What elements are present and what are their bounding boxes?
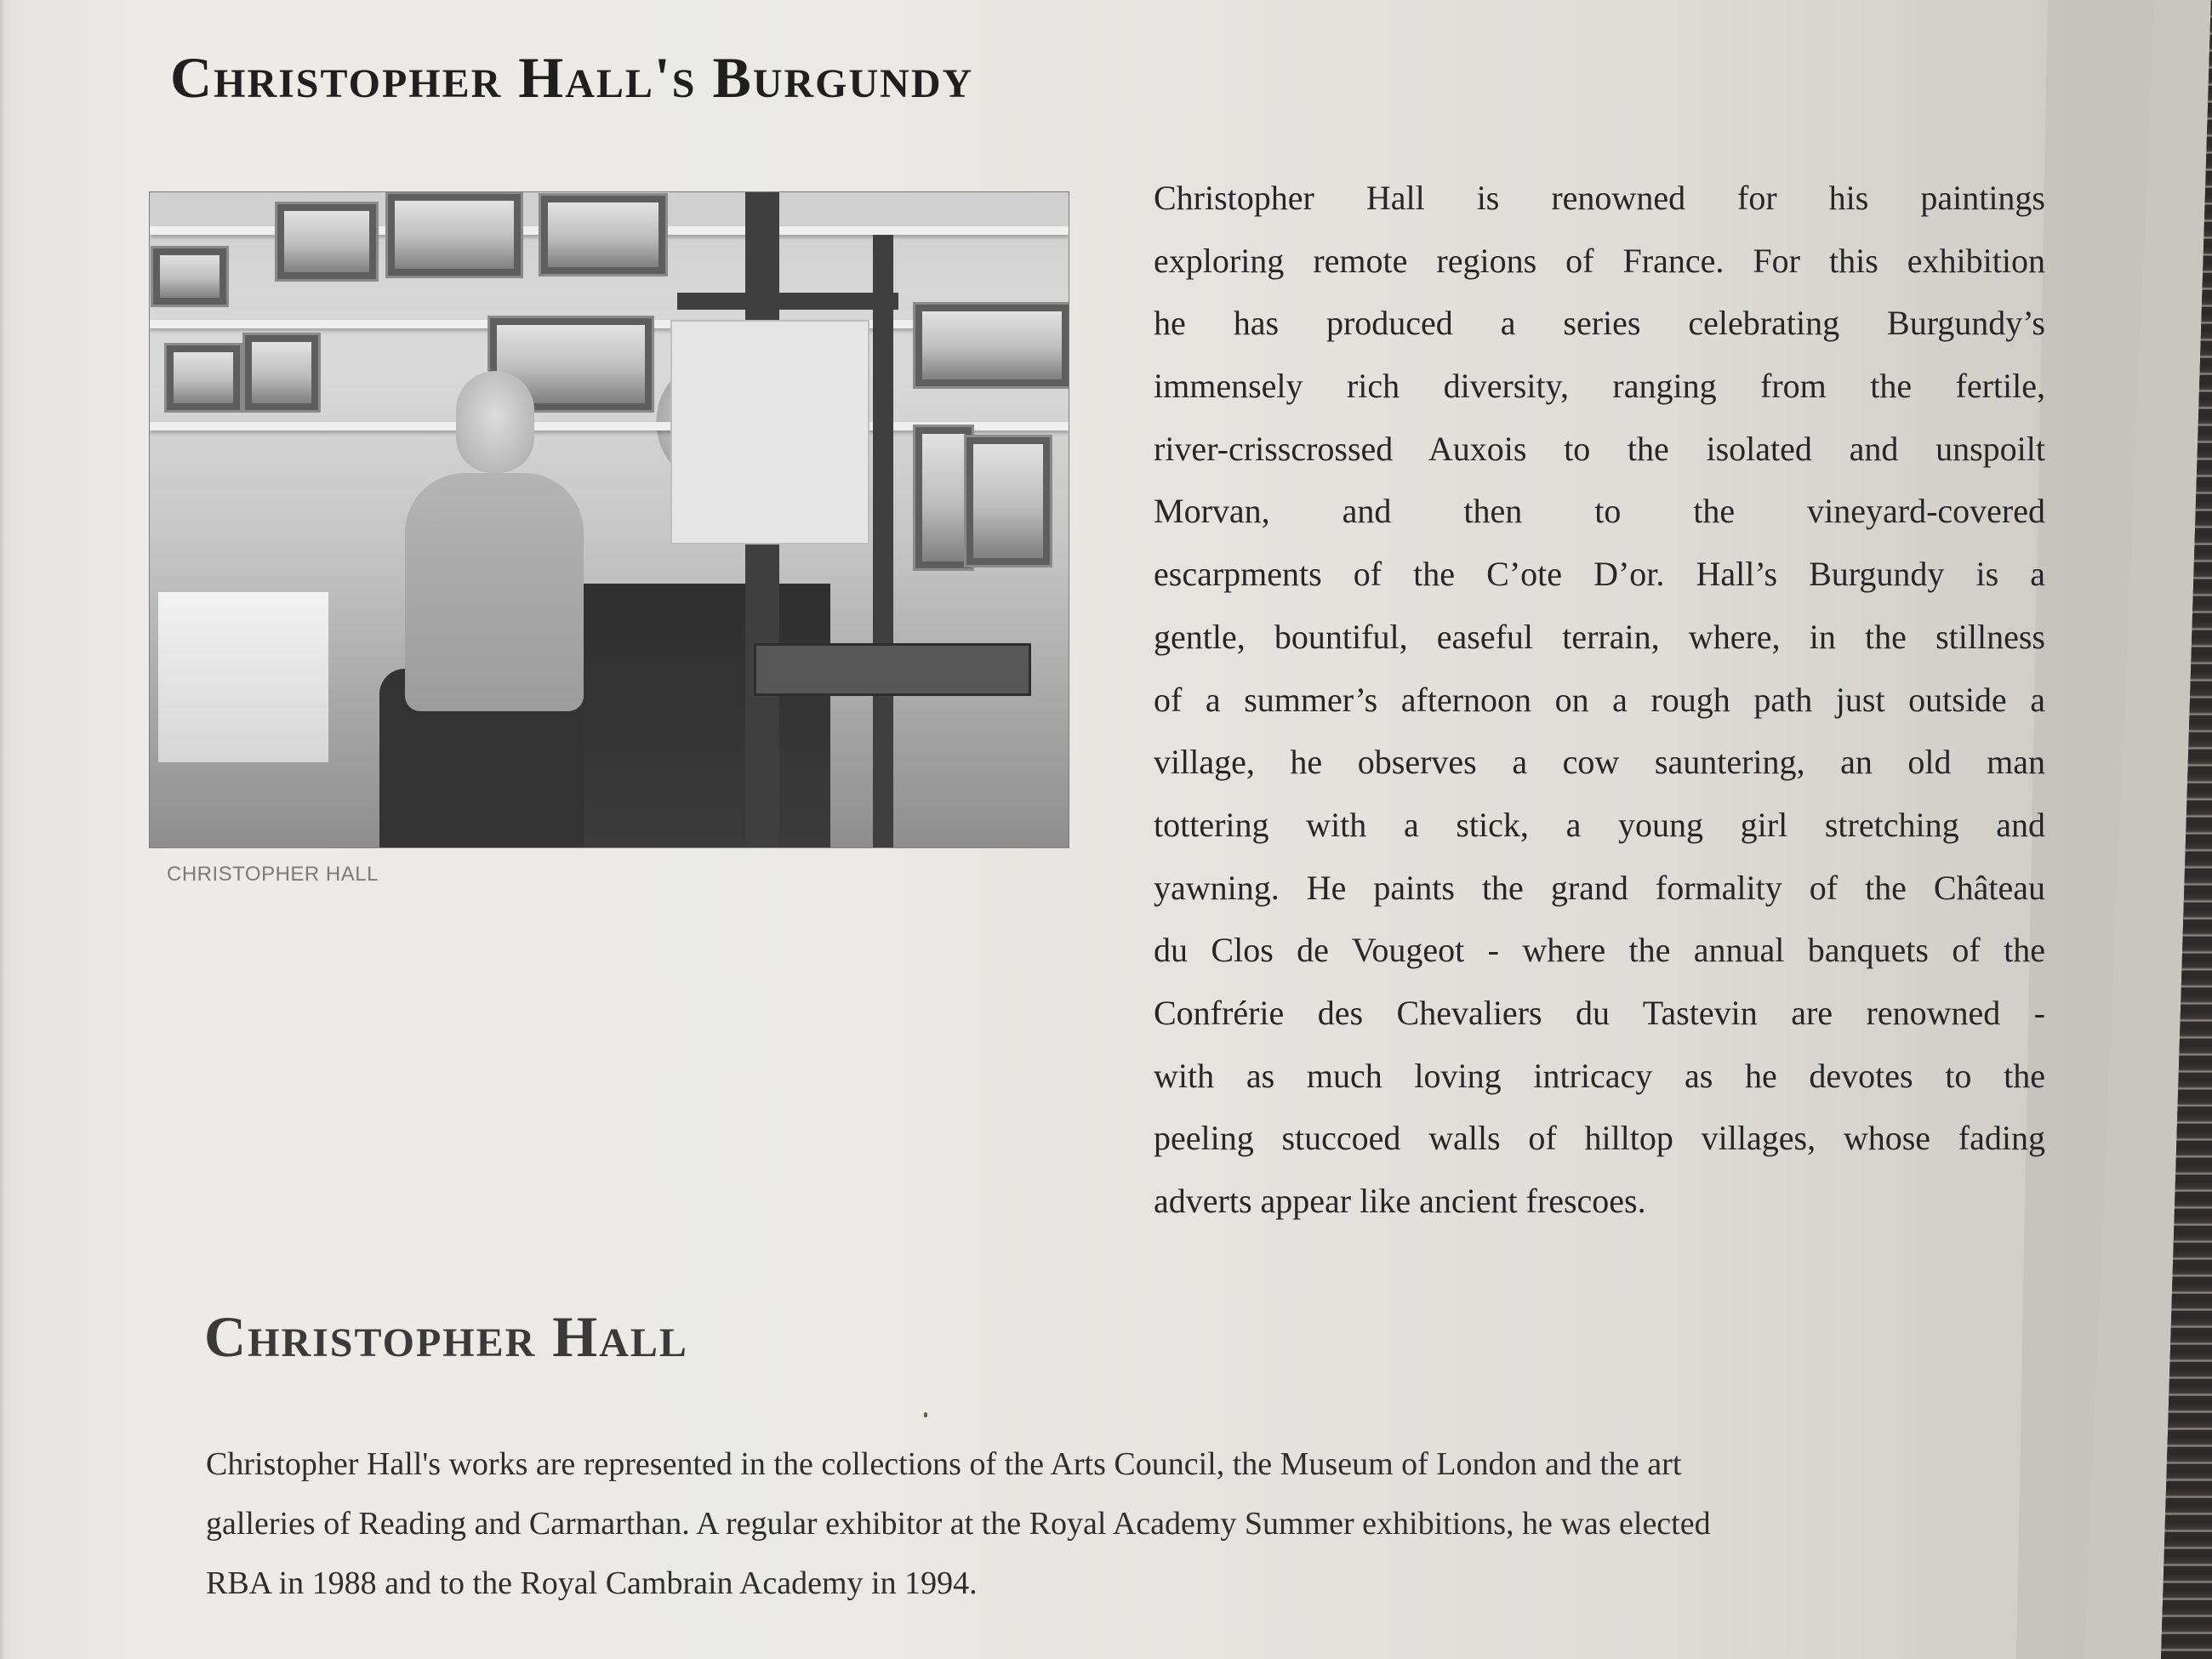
artist-photo	[150, 192, 1069, 847]
article-line: Christopher Hall is renowned for his paintings	[1154, 179, 2045, 217]
photo-easel-leg	[873, 235, 893, 847]
article-line: of a summer’s afternoon on a rough path just outside a	[1154, 680, 2045, 719]
article-line: escarpments of the C’ote D’or. Hall’s Burgundy is a	[1154, 555, 2045, 594]
article-line: exploring remote regions of France. For this exhibition	[1154, 241, 2045, 280]
photo-painting-frame	[388, 194, 521, 276]
bio-line: galleries of Reading and Carmarthan. A regular exhibitor at the Royal Academy Summer exhibitions, he was elected	[206, 1506, 1711, 1542]
photo-painting-frame	[245, 335, 318, 410]
photo-painting-frame	[966, 437, 1050, 565]
article-line: immensely rich diversity, ranging from the fertile,	[1154, 367, 2045, 406]
photo-painting-frame	[541, 196, 665, 274]
photo-painting-frame	[153, 248, 226, 305]
photo-paint-box	[754, 643, 1031, 696]
bio-line: Christopher Hall's works are represented in the collections of the Arts Council, the Museum of London and the art	[206, 1446, 1682, 1482]
photo-painting-frame	[277, 204, 376, 279]
photo-easel-crossbar	[677, 293, 898, 310]
photo-painting-frame	[915, 305, 1069, 386]
article-line: river-crisscrossed Auxois to the isolated and unspoilt	[1154, 429, 2045, 468]
article-line: tottering with a stick, a young girl stretching and	[1154, 805, 2045, 844]
article-line: peeling stuccoed walls of hilltop villages, whose fading	[1154, 1119, 2045, 1158]
article-line: yawning. He paints the grand formality of the Château	[1154, 868, 2045, 907]
panel-left-edge	[0, 0, 123, 1659]
print-speck	[924, 1412, 927, 1417]
photo-easel-canvas	[670, 320, 869, 544]
bio-line: RBA in 1988 and to the Royal Cambrain Academy in 1994.	[206, 1565, 978, 1601]
photo-painting-frame	[167, 345, 240, 410]
article-line: village, he observes a cow sauntering, an old man	[1154, 743, 2045, 782]
article-line: gentle, bountiful, easeful terrain, where, in the stillness	[1154, 617, 2045, 656]
panel-title: Christopher Hall's Burgundy	[170, 45, 974, 110]
photo-artist-body	[405, 473, 584, 711]
bio-body	[206, 1434, 1711, 1613]
article-line: Morvan, and then to the vineyard-covered	[1154, 492, 2045, 531]
article-line: with as much loving intricacy as he devotes to the	[1154, 1056, 2045, 1095]
article-line: Confrérie des Chevaliers du Tastevin are renowned -	[1154, 993, 2045, 1032]
article-line: he has produced a series celebrating Burgundy’s	[1154, 304, 2045, 343]
photo-artist-head	[456, 371, 534, 473]
article-line: adverts appear like ancient frescoes.	[1154, 1182, 1646, 1220]
photo-caption: CHRISTOPHER HALL	[167, 863, 379, 886]
article-body	[1154, 167, 2045, 1233]
photo-draped-table	[158, 592, 328, 762]
article-line: du Clos de Vougeot - where the annual banquets of the	[1154, 931, 2045, 970]
bio-title: Christopher Hall	[204, 1304, 688, 1369]
photo-painting-frame	[915, 427, 972, 568]
